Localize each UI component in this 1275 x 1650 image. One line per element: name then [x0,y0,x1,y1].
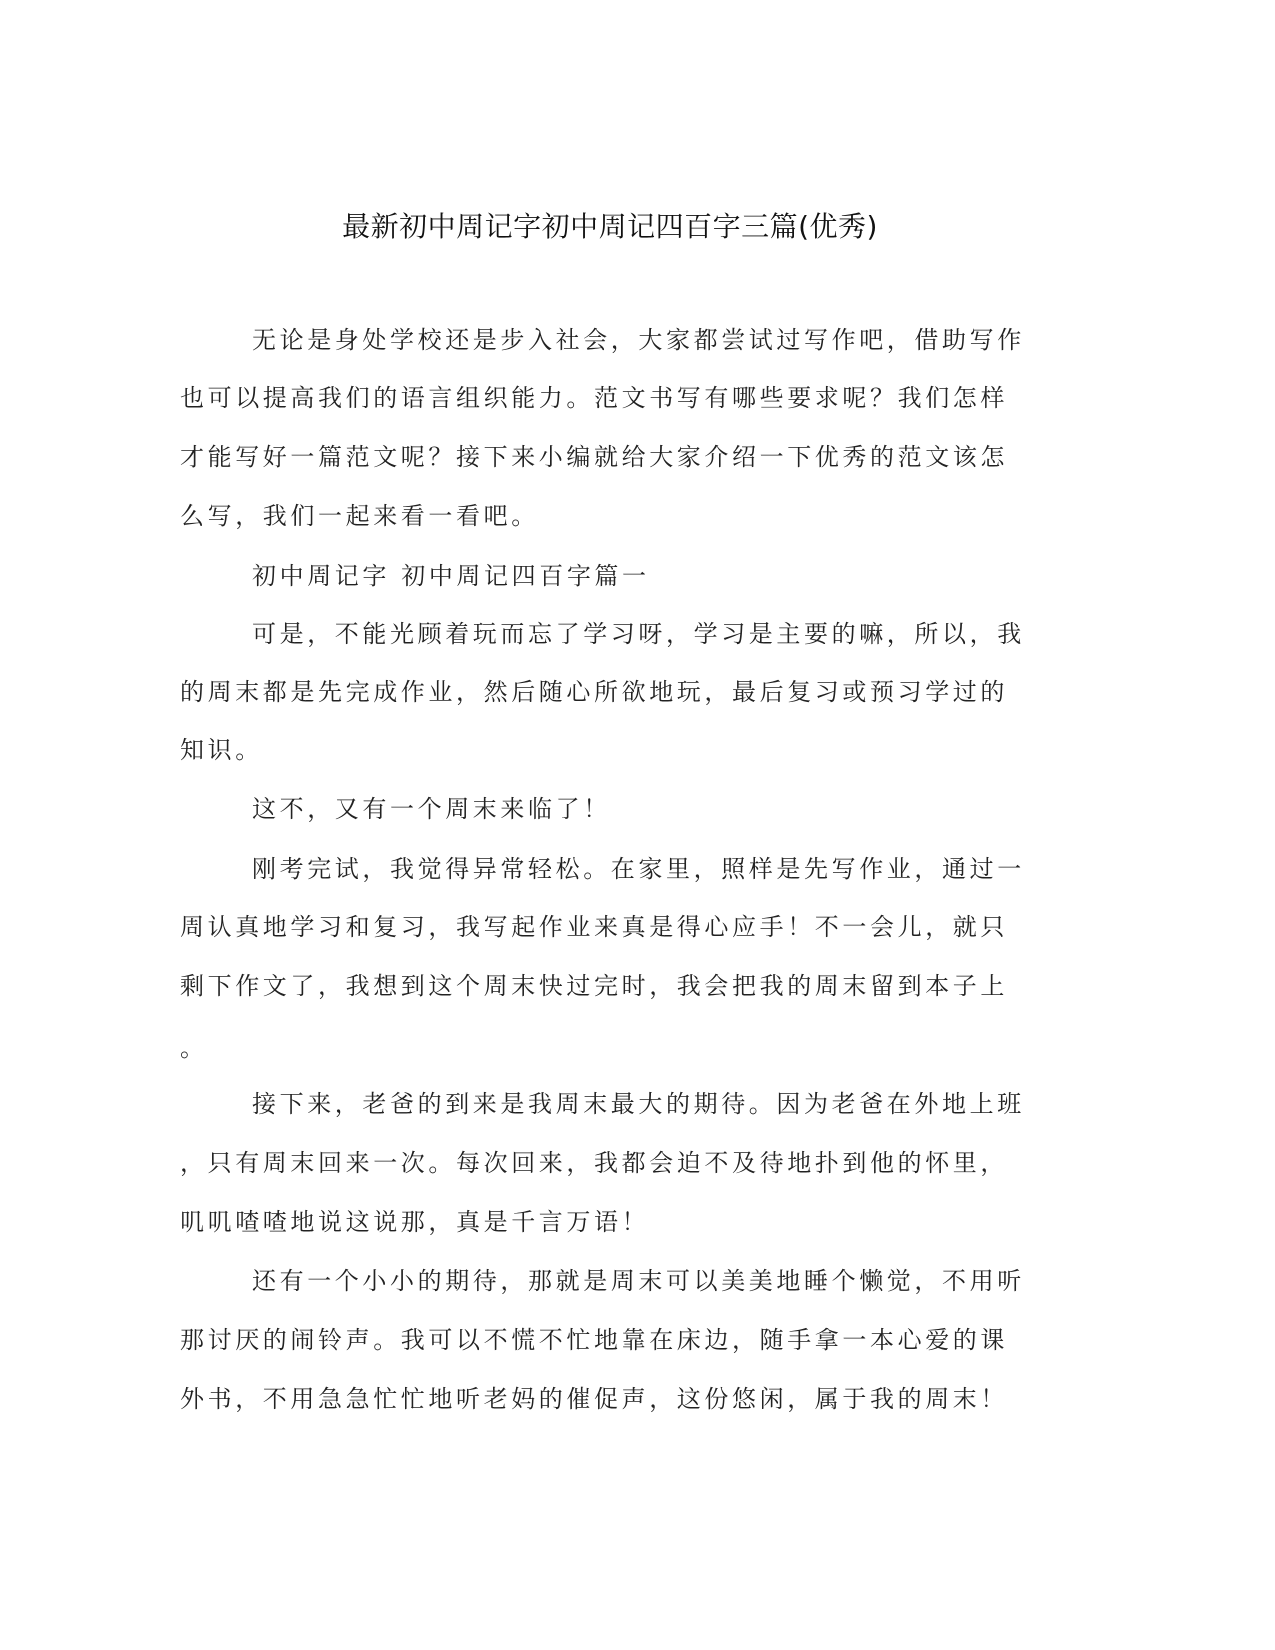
paragraph-7-line: 外书，不用急急忙忙地听老妈的催促声，这份悠闲，属于我的周末！ [180,1385,1008,1413]
paragraph-5-line: 剩下作文了，我想到这个周末快过完时，我会把我的周末留到本子上 [180,972,1008,1000]
paragraph-5-line: 周认真地学习和复习，我写起作业来真是得心应手！不一会儿，就只 [180,913,1008,941]
paragraph-5-line: 。 [180,1034,208,1062]
paragraph-6-line: ，只有周末回来一次。每次回来，我都会迫不及待地扑到他的怀里， [180,1149,1008,1177]
paragraph-1-line: 无论是身处学校还是步入社会，大家都尝试过写作吧，借助写作 [252,326,1025,354]
paragraph-7-line: 还有一个小小的期待，那就是周末可以美美地睡个懒觉，不用听 [252,1267,1025,1295]
paragraph-3-line: 的周末都是先完成作业，然后随心所欲地玩，最后复习或预习学过的 [180,678,1008,706]
paragraph-2-line: 初中周记字 初中周记四百字篇一 [252,562,650,590]
document-title: 最新初中周记字初中周记四百字三篇(优秀) [342,210,878,243]
paragraph-6-line: 接下来，老爸的到来是我周末最大的期待。因为老爸在外地上班 [252,1090,1025,1118]
paragraph-6-line: 叽叽喳喳地说这说那，真是千言万语！ [180,1208,650,1236]
paragraph-1-line: 也可以提高我们的语言组织能力。范文书写有哪些要求呢？我们怎样 [180,384,1008,412]
paragraph-3-line: 知识。 [180,736,263,764]
paragraph-1-line: 才能写好一篇范文呢？接下来小编就给大家介绍一下优秀的范文该怎 [180,443,1008,471]
paragraph-3-line: 可是，不能光顾着玩而忘了学习呀，学习是主要的嘛，所以，我 [252,620,1025,648]
paragraph-5-line: 刚考完试，我觉得异常轻松。在家里，照样是先写作业，通过一 [252,855,1025,883]
paragraph-4-line: 这不，又有一个周末来临了！ [252,795,611,823]
paragraph-7-line: 那讨厌的闹铃声。我可以不慌不忙地靠在床边，随手拿一本心爱的课 [180,1326,1008,1354]
paragraph-1-line: 么写，我们一起来看一看吧。 [180,502,539,530]
